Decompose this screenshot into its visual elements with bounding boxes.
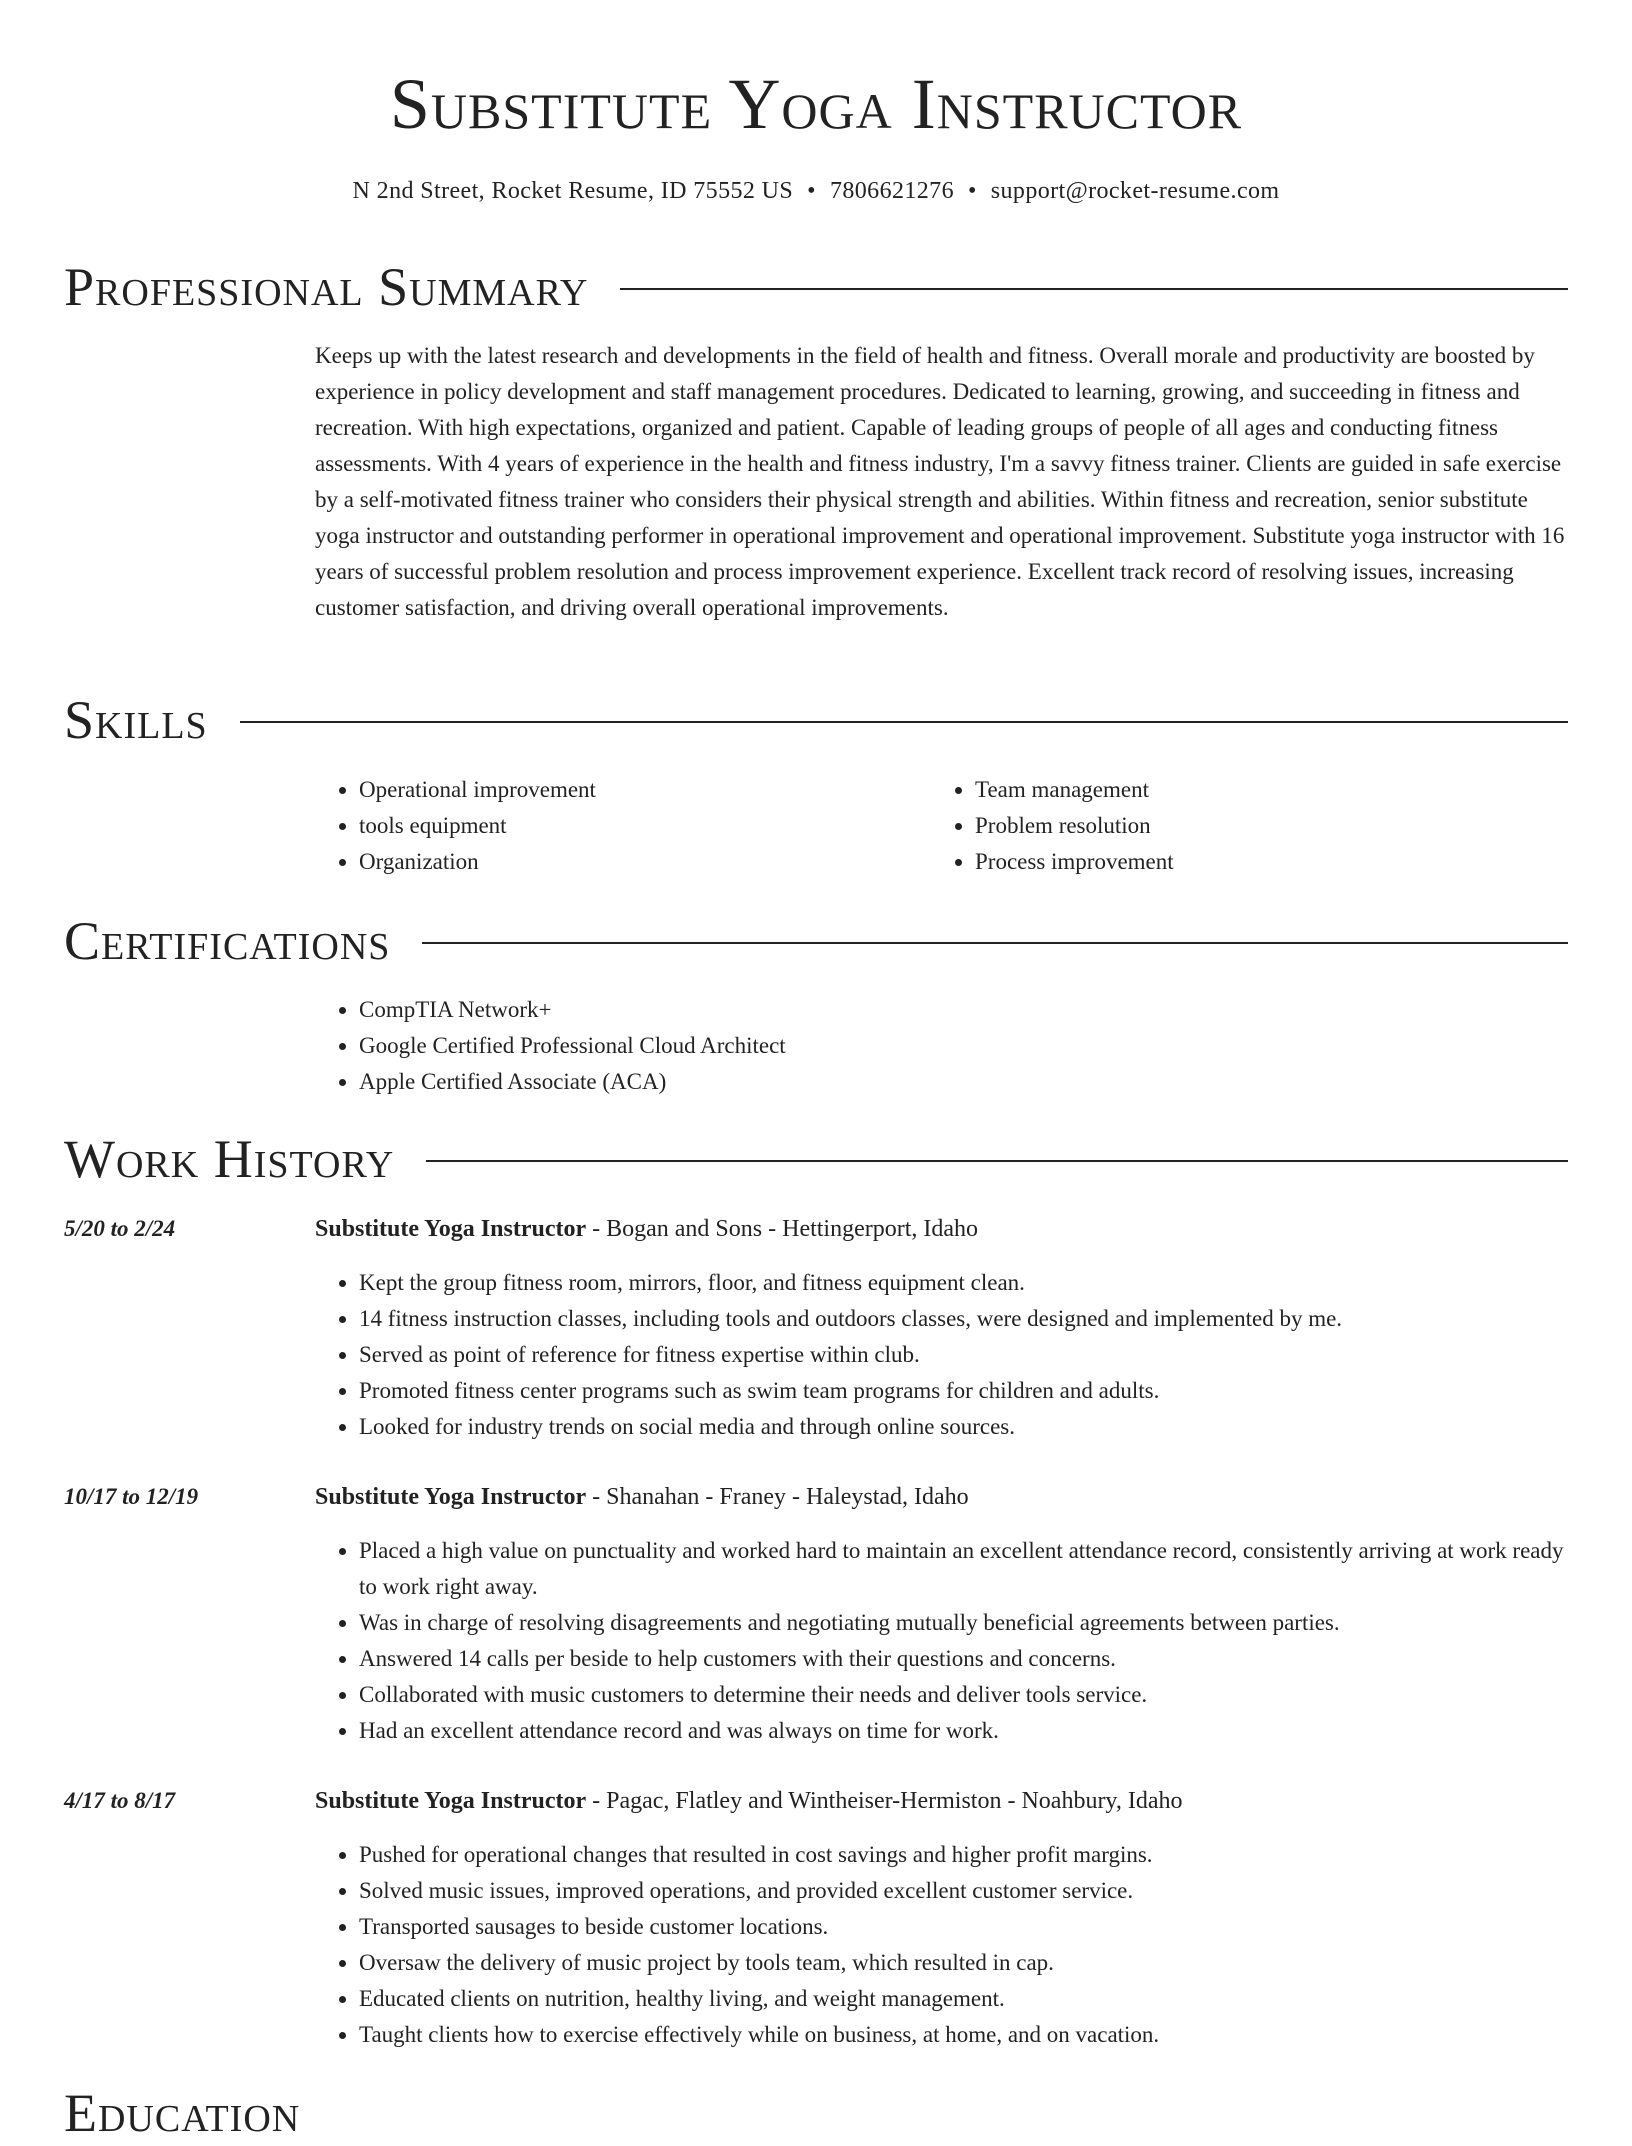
section-divider — [240, 721, 1568, 723]
section-divider — [422, 942, 1568, 944]
job-duty: • Pushed for operational changes that resulted in cost savings and higher profit margins. — [359, 1837, 1565, 1873]
work-history-section-header — [64, 1126, 1568, 1192]
job-duty: • Oversaw the delivery of music project by tools team, which resulted in cap. — [359, 1945, 1565, 1981]
certifications-list — [315, 992, 1565, 1100]
job-duty: • Educated clients on nutrition, healthy living, and weight management. — [359, 1981, 1565, 2017]
education-heading: Education — [64, 2083, 301, 2143]
job-duty: • Had an excellent attendance record and was always on time for work. — [359, 1713, 1565, 1749]
job-duty: • Solved music issues, improved operations, and provided excellent customer service. — [359, 1873, 1565, 1909]
job-employer: - Bogan and Sons - Hettingerport, Idaho — [586, 1216, 979, 1242]
certification-item: • Apple Certified Associate (ACA) — [359, 1064, 1565, 1100]
contact-address: N 2nd Street, Rocket Resume, ID 75552 US — [352, 178, 794, 204]
skill-item: • tools equipment — [359, 808, 895, 844]
contact-email: support@rocket-resume.com — [990, 178, 1280, 204]
contact-separator: • — [967, 178, 977, 204]
certification-item: • Google Certified Professional Cloud Architect — [359, 1028, 1565, 1064]
skill-item: • Organization — [359, 844, 895, 880]
skills-heading: Skills — [64, 690, 208, 750]
job-duty: • Answered 14 calls per beside to help customers with their questions and concerns. — [359, 1641, 1565, 1677]
job-employer: - Pagac, Flatley and Wintheiser-Hermiston - Noahbury, Idaho — [586, 1788, 1183, 1814]
skill-item: • Problem resolution — [975, 808, 1511, 844]
skills-left-column — [315, 772, 895, 880]
resume-name: Substitute Yoga Instructor — [389, 64, 1243, 144]
job-title: Substitute Yoga Instructor — [315, 1788, 587, 1814]
job-duties — [315, 1533, 1565, 1749]
job-dates: 10/17 to 12/19 — [64, 1484, 199, 1509]
job-duty: • Transported sausages to beside customer locations. — [359, 1909, 1565, 1945]
summary-section-header — [64, 254, 1568, 320]
job-dates: 4/17 to 8/17 — [64, 1788, 176, 1813]
job-title-line — [315, 1479, 1565, 1515]
job-duty: • Promoted fitness center programs such as swim team programs for children and adults. — [359, 1373, 1565, 1409]
job-duty: • 14 fitness instruction classes, including tools and outdoors classes, were designed and implemented by me. — [359, 1301, 1565, 1337]
summary-heading: Professional Summary — [64, 257, 589, 317]
skill-item: • Team management — [975, 772, 1511, 808]
job-duties — [315, 1265, 1565, 1445]
section-divider — [620, 288, 1568, 290]
job-duty: • Served as point of reference for fitness expertise within club. — [359, 1337, 1565, 1373]
job-duty: • Collaborated with music customers to determine their needs and deliver tools service. — [359, 1677, 1565, 1713]
contact-line — [0, 174, 1632, 208]
skill-item: • Operational improvement — [359, 772, 895, 808]
certifications-heading: Certifications — [64, 911, 391, 971]
job-title: Substitute Yoga Instructor — [315, 1216, 587, 1242]
job-employer: - Shanahan - Franey - Haleystad, Idaho — [586, 1484, 969, 1510]
job-duty: • Placed a high value on punctuality and worked hard to maintain an excellent attendance record, consistently arriving at work ready to work right away. — [359, 1533, 1565, 1605]
job-duties — [315, 1837, 1565, 2053]
section-divider — [426, 1160, 1568, 1162]
job-duty: • Looked for industry trends on social media and through online sources. — [359, 1409, 1565, 1445]
job-title: Substitute Yoga Instructor — [315, 1484, 587, 1510]
education-section-header — [64, 2080, 1568, 2146]
job-duty: • Was in charge of resolving disagreements and negotiating mutually beneficial agreements between parties. — [359, 1605, 1565, 1641]
summary-text: Keeps up with the latest research and developments in the field of health and fitness. Overall morale and productivity are boosted by experience in policy development and staff management procedures. Dedicated to learning, growing, and succeeding in fitness and recreation. With high expectations, organized and patient. Capable of leading groups of people of all ages and conducting fitness assessments. With 4 years of experience in the health and fitness industry, I'm a savvy fitness trainer. Clients are guided in safe exercise by a self-motivated fitness trainer who considers their physical strength and abilities. Within fitness and recreation, senior substitute yoga instructor and outstanding performer in operational improvement and operational improvement. Substitute yoga instructor with 16 years of successful problem resolution and process improvement experience. Excellent track record of resolving issues, increasing customer satisfaction, and driving overall operational improvements. — [315, 343, 1565, 620]
job-title-line — [315, 1783, 1565, 1819]
job-duty: • Taught clients how to exercise effectively while on business, at home, and on vacation. — [359, 2017, 1565, 2053]
job-dates: 5/20 to 2/24 — [64, 1216, 176, 1241]
job-duty: • Kept the group fitness room, mirrors, floor, and fitness equipment clean. — [359, 1265, 1565, 1301]
contact-phone: 7806621276 — [829, 178, 954, 204]
job-title-line — [315, 1211, 1565, 1247]
certification-item: • CompTIA Network+ — [359, 992, 1565, 1028]
contact-separator: • — [807, 178, 816, 204]
skill-item: • Process improvement — [975, 844, 1511, 880]
work-history-heading: Work History — [64, 1129, 395, 1189]
skills-section-header — [64, 687, 1568, 753]
skills-right-column — [931, 772, 1511, 880]
certifications-section-header — [64, 908, 1568, 974]
